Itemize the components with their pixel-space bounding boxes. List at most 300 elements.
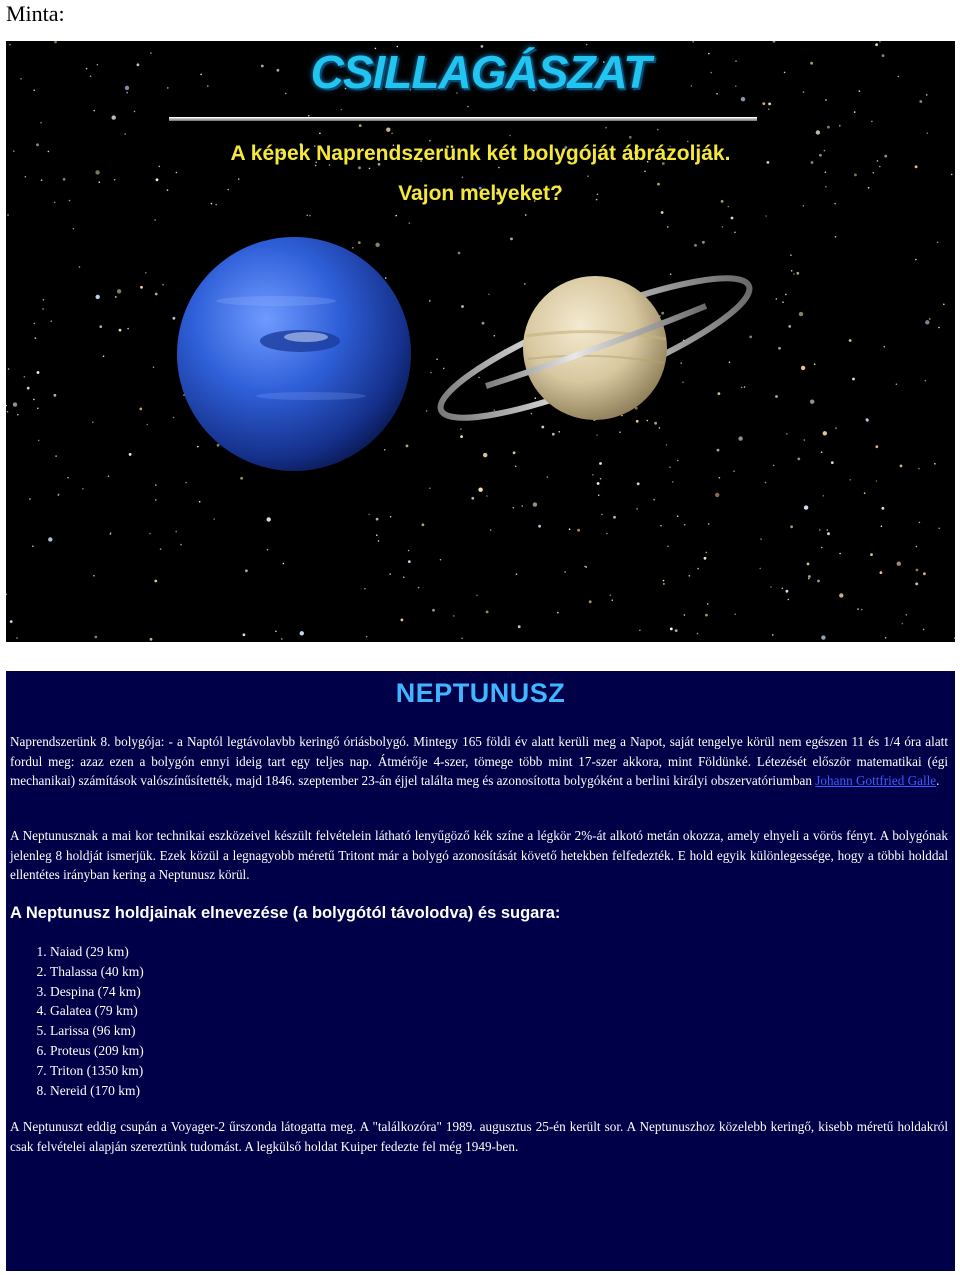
star [601, 514, 603, 516]
star [943, 304, 945, 306]
star [788, 599, 790, 601]
star [587, 175, 589, 177]
star [35, 337, 37, 339]
star [619, 431, 621, 433]
star [67, 477, 69, 479]
star [38, 440, 40, 442]
star [866, 419, 869, 422]
star [669, 466, 671, 468]
star [919, 522, 921, 524]
star [672, 481, 674, 483]
star [124, 133, 126, 135]
star [790, 525, 793, 528]
star [6, 405, 7, 407]
star [461, 638, 463, 640]
voyager-paragraph: A Neptunuszt eddig csupán a Voyager-2 űrszonda látogatta meg. A "találkozóra" 1989. augusztus 25-én került sor. A Neptunuszhoz közelebb keringő, kisebb méretű holdakról csak felvételei alapján szereztünk tudomást. A legkülső holdat Kuiper fedezte fel még 1949-ben. [10, 1119, 948, 1154]
star [213, 518, 215, 520]
star [937, 242, 939, 244]
star [918, 468, 920, 470]
star [666, 444, 668, 446]
star [453, 615, 455, 617]
star [821, 635, 825, 639]
star [906, 614, 908, 616]
star [92, 421, 94, 423]
star [54, 394, 57, 397]
star [871, 121, 873, 123]
star [359, 124, 362, 127]
star [8, 368, 10, 370]
star [825, 171, 827, 173]
star [486, 495, 488, 497]
star [677, 460, 679, 462]
star [749, 336, 752, 339]
intro-paragraph [10, 732, 948, 791]
star [93, 575, 95, 577]
star [403, 576, 405, 578]
star [600, 478, 602, 480]
star [719, 477, 721, 479]
star [596, 434, 598, 436]
star [6, 594, 7, 596]
star [706, 552, 708, 554]
star [79, 266, 81, 268]
star [897, 562, 901, 566]
star [176, 172, 178, 174]
star [873, 172, 875, 174]
star [876, 480, 878, 482]
star [369, 168, 371, 170]
star [352, 247, 354, 249]
star [770, 586, 772, 588]
star [240, 477, 243, 480]
star [929, 318, 931, 320]
star [667, 226, 669, 228]
neptune-title: NEPTUNUSZ [395, 678, 566, 708]
star [515, 466, 517, 468]
star [796, 272, 799, 275]
star [694, 244, 697, 247]
star [153, 366, 155, 368]
star [670, 628, 673, 631]
star [460, 435, 463, 438]
star [808, 578, 810, 580]
star [817, 580, 820, 583]
star [934, 463, 936, 465]
star [814, 363, 816, 365]
moons-list [10, 942, 144, 1100]
star [429, 487, 431, 489]
star [839, 593, 843, 597]
star [705, 614, 708, 617]
star [375, 243, 379, 247]
star [919, 100, 922, 103]
star [482, 322, 485, 325]
list-item: 2. Thalassa (40 km) [50, 962, 144, 982]
star [951, 174, 953, 176]
star [639, 630, 641, 632]
star [471, 497, 474, 500]
star [490, 529, 492, 531]
star [58, 494, 60, 496]
star [879, 41, 881, 43]
star [819, 529, 821, 531]
star [557, 612, 559, 614]
star [156, 178, 159, 181]
star [525, 214, 527, 216]
star [738, 436, 742, 440]
star [50, 320, 52, 322]
star [564, 571, 566, 573]
star [238, 178, 240, 180]
star [916, 569, 919, 572]
star [782, 301, 784, 303]
star [636, 508, 638, 510]
star [149, 533, 151, 535]
star [510, 238, 513, 241]
star [717, 449, 720, 452]
neptune-info-panel [6, 671, 955, 1271]
space-banner [6, 41, 955, 642]
list-item: 6. Proteus (209 km) [50, 1041, 144, 1061]
star [117, 289, 121, 293]
star [759, 568, 761, 570]
intro-end: . [936, 773, 940, 788]
star [378, 540, 380, 542]
star [788, 325, 791, 328]
galle-link[interactable]: Johann Gottfried Galle [815, 773, 937, 788]
saturn-planet [428, 254, 761, 441]
star [418, 587, 420, 589]
star [689, 575, 691, 577]
star [816, 130, 820, 134]
star [430, 372, 432, 374]
star [663, 583, 665, 585]
star [592, 474, 594, 476]
star [821, 547, 823, 549]
star [661, 211, 664, 214]
star [765, 482, 767, 484]
star [245, 569, 248, 572]
star [96, 295, 100, 299]
star [606, 533, 608, 535]
star [773, 465, 775, 467]
star [275, 631, 277, 633]
star [99, 325, 102, 328]
star [460, 428, 462, 430]
star [680, 362, 682, 364]
star [531, 413, 533, 415]
star [140, 286, 143, 289]
star [7, 214, 9, 216]
star [629, 136, 632, 139]
star [82, 488, 84, 490]
star [32, 545, 34, 547]
site-title: CSILLAGÁSZAT [310, 46, 651, 98]
star [861, 609, 863, 611]
star [55, 455, 57, 457]
star [267, 517, 271, 521]
star [875, 445, 878, 448]
star [281, 638, 283, 640]
star [569, 528, 571, 530]
star [155, 484, 157, 486]
star [33, 399, 35, 401]
star [660, 525, 662, 527]
star [923, 572, 926, 575]
star [43, 299, 45, 301]
star [27, 387, 30, 390]
star [385, 277, 387, 279]
list-item: 1. Naiad (29 km) [50, 942, 144, 962]
star [443, 368, 445, 370]
star [653, 499, 655, 501]
star [10, 620, 13, 623]
star [267, 549, 269, 551]
star [598, 494, 600, 496]
star [535, 397, 537, 399]
star [478, 488, 482, 492]
star [41, 179, 43, 181]
star [162, 284, 164, 286]
star [524, 283, 526, 285]
star [384, 449, 386, 451]
star [319, 133, 321, 135]
star [854, 174, 857, 177]
star [707, 603, 709, 605]
star [461, 305, 464, 308]
star [599, 462, 602, 465]
star [786, 433, 788, 435]
star [772, 634, 774, 636]
star [821, 451, 823, 453]
star [954, 637, 955, 639]
star [823, 431, 827, 435]
star [715, 493, 719, 497]
star [401, 619, 404, 622]
star [778, 347, 781, 350]
star [854, 111, 856, 113]
star [882, 507, 885, 510]
star [538, 525, 541, 528]
star [605, 127, 607, 129]
star [173, 317, 176, 320]
star [34, 323, 36, 325]
list-item: 4. Galatea (79 km) [50, 1001, 144, 1021]
star [610, 594, 612, 596]
star [647, 420, 649, 422]
star [395, 215, 397, 217]
star [199, 501, 201, 503]
star [684, 524, 686, 526]
caption-label: Minta: [6, 1, 65, 26]
star [283, 563, 285, 565]
star [902, 623, 904, 625]
star [785, 294, 787, 296]
star [768, 109, 770, 111]
star [729, 361, 731, 363]
list-item: 8. Nereid (170 km) [50, 1081, 144, 1101]
star [881, 526, 883, 528]
star [17, 414, 19, 416]
star [37, 408, 39, 410]
star [667, 545, 669, 547]
list-item: 3. Despina (74 km) [50, 982, 144, 1002]
star [488, 294, 490, 296]
star [915, 259, 917, 261]
list-item: 5. Larissa (96 km) [50, 1021, 144, 1041]
star [115, 296, 117, 298]
star [390, 516, 392, 518]
star [516, 573, 518, 575]
star [440, 559, 442, 561]
star [804, 505, 808, 509]
star [585, 566, 587, 568]
star [577, 529, 580, 532]
star [173, 417, 175, 419]
star [509, 135, 511, 137]
star [744, 386, 746, 388]
star [150, 638, 153, 641]
star [597, 482, 600, 485]
star [541, 426, 544, 429]
star [154, 580, 157, 583]
star [682, 381, 684, 383]
star [938, 327, 940, 329]
star [733, 470, 735, 472]
star [432, 609, 435, 612]
star [692, 41, 694, 43]
star [476, 595, 478, 597]
star [429, 300, 431, 302]
list-item: 7. Triton (1350 km) [50, 1061, 144, 1081]
star [306, 215, 308, 217]
star [391, 133, 393, 135]
star [16, 637, 18, 639]
starfield [6, 41, 955, 642]
star [835, 427, 837, 429]
star [760, 538, 762, 540]
star [376, 534, 378, 536]
star [776, 298, 778, 300]
star [782, 588, 784, 590]
star [29, 498, 31, 500]
star [129, 453, 132, 456]
star [741, 387, 743, 389]
star [300, 631, 304, 635]
star [684, 614, 686, 616]
star [925, 320, 929, 324]
star [94, 110, 96, 112]
star [160, 548, 162, 550]
star [422, 523, 425, 526]
moons-heading: A Neptunusz holdjainak elnevezése (a bolygótól távolodva) és sugara: [10, 904, 561, 922]
star [734, 613, 736, 615]
star [801, 366, 805, 370]
star [880, 571, 883, 574]
star [467, 106, 469, 108]
star [368, 514, 370, 516]
star [24, 376, 26, 378]
star [790, 254, 792, 256]
star [827, 126, 830, 129]
star [552, 433, 555, 436]
star [114, 179, 116, 181]
star [807, 563, 810, 566]
star [103, 355, 105, 357]
star [197, 446, 199, 448]
star [134, 111, 136, 113]
star [896, 383, 898, 385]
star [547, 476, 549, 478]
star [916, 546, 918, 548]
star [938, 528, 940, 530]
star [25, 176, 27, 178]
star [309, 215, 311, 217]
star [663, 580, 665, 582]
star [697, 633, 699, 635]
star [13, 402, 17, 406]
star [458, 252, 461, 255]
star [127, 328, 129, 330]
star [613, 516, 616, 519]
star [119, 329, 122, 332]
star [358, 241, 361, 244]
star [63, 178, 66, 181]
star [864, 492, 866, 494]
star [636, 420, 639, 423]
star [376, 518, 379, 521]
star [768, 103, 771, 106]
star [722, 226, 724, 228]
intro-line: A képek Naprendszerünk két bolygóját ábrázolják. [230, 142, 731, 165]
star [884, 346, 886, 348]
star [644, 171, 646, 173]
star [498, 167, 500, 169]
star [155, 293, 158, 296]
star [73, 228, 75, 230]
star [95, 170, 99, 174]
star [827, 529, 829, 531]
star [408, 560, 411, 563]
star [558, 431, 560, 433]
star [486, 611, 489, 614]
star [612, 599, 614, 601]
star [823, 495, 825, 497]
star [175, 531, 177, 533]
star [731, 217, 734, 220]
star [661, 312, 664, 315]
star [589, 600, 592, 603]
star [870, 553, 873, 556]
star [366, 636, 368, 638]
star [786, 590, 789, 593]
star [436, 359, 438, 361]
star [48, 537, 52, 541]
star [915, 583, 918, 586]
star [154, 219, 156, 221]
star [462, 177, 464, 179]
star [927, 132, 929, 134]
star [810, 400, 814, 404]
star [364, 588, 366, 590]
star [675, 629, 678, 632]
star [654, 422, 657, 425]
star [217, 444, 220, 447]
star [494, 409, 496, 411]
star [110, 532, 112, 534]
star [762, 102, 765, 105]
star [923, 629, 925, 631]
